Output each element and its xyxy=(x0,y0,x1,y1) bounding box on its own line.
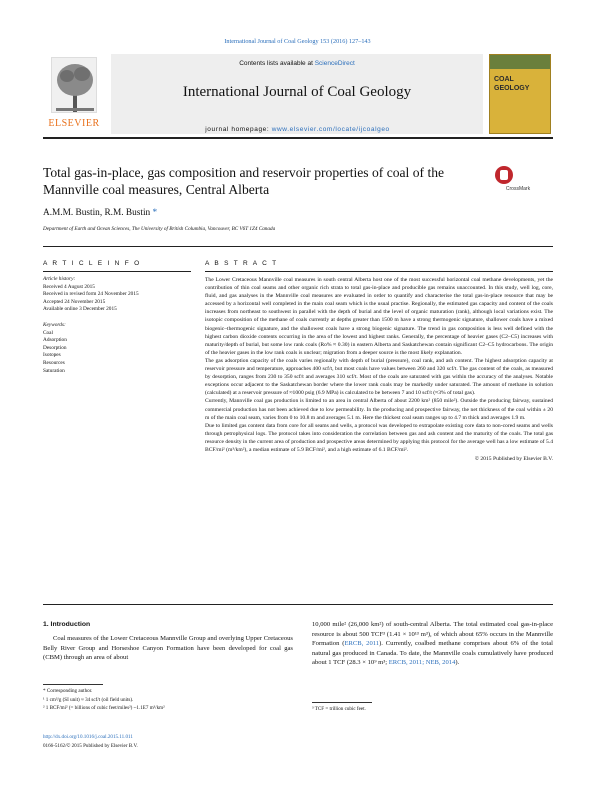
keyword-item[interactable]: Isotopes xyxy=(43,352,61,359)
keywords-label: Keywords: xyxy=(43,321,66,328)
history-label: Article history: xyxy=(43,276,76,282)
cover-band xyxy=(490,55,550,69)
intro-text: ). xyxy=(455,659,460,667)
issn-line: 0166-5162/© 2015 Published by Elsevier B.V. xyxy=(43,742,138,749)
title-line-2: Mannville coal measures, Central Alberta xyxy=(43,182,270,197)
journal-masthead xyxy=(43,54,553,136)
abstract-paragraph: Due to limited gas content data from core for all seams and wells, a protocol was developed to extrapolate existing core data to non-cored seams and wells through petrophysical logs. The protocol takes into consideration the correlation between gas and ash content and the maturity of the coals. The total gas resource density in the current area of production and prospective areas determined by applying this protocol for the average well has a low estimate of 5.4 BCF/mi² (m³/km²), a median estimate of 5.9 BCF/mi², and a high estimate of 6.1 BCF/mi². xyxy=(205,422,553,453)
header-divider xyxy=(43,137,553,139)
abstract-body xyxy=(205,276,553,454)
footnote: ² 1 BCF/mi² (= billions of cubic feet/miles²) ~1.1E7 m³/km² xyxy=(43,705,165,712)
contents-prefix: Contents lists available at xyxy=(239,60,315,67)
footnotes-left xyxy=(43,684,293,713)
crossmark-label: CrossMark xyxy=(505,186,531,192)
footnote-divider xyxy=(43,684,103,685)
abstract-end-divider xyxy=(43,604,553,605)
cover-title: COAL GEOLOGY xyxy=(494,76,530,92)
history-accepted: Accepted 24 November 2015 xyxy=(43,298,106,305)
doi-link[interactable]: http://dx.doi.org/10.1016/j.coal.2015.11.011 xyxy=(43,734,133,740)
keyword-item[interactable]: Coal xyxy=(43,329,54,336)
homepage-line xyxy=(0,126,595,133)
abstract-heading: A B S T R A C T xyxy=(205,260,278,267)
intro-paragraph: Coal measures of the Lower Cretaceous Mannville Group and overlying Upper Cretaceous Belly River Group and Horseshoe Canyon Formation have been developed for coal gas (CBM) through an area of about xyxy=(43,635,293,662)
tree-icon xyxy=(51,57,97,113)
footnotes-right xyxy=(312,702,553,714)
intro-right-column xyxy=(312,620,553,668)
publisher-logo-text: ELSEVIER xyxy=(48,118,100,129)
keyword-item[interactable]: Saturation xyxy=(43,367,65,374)
journal-title[interactable]: International Journal of Coal Geology xyxy=(182,84,412,100)
sciencedirect-link[interactable]: ScienceDirect xyxy=(314,60,355,67)
info-divider xyxy=(43,271,191,272)
keyword-item[interactable]: Desorption xyxy=(43,344,67,351)
footnote-divider xyxy=(312,702,372,703)
citation-link[interactable]: ERCB, 2011; NEB, 2014 xyxy=(388,659,456,667)
title-line-1: Total gas-in-place, gas composition and reservoir properties of coal of the xyxy=(43,165,445,180)
article-info xyxy=(43,260,191,375)
article-info-heading: A R T I C L E I N F O xyxy=(43,260,142,267)
article-history xyxy=(43,276,191,314)
intro-paragraph-continued xyxy=(312,620,553,668)
contents-line xyxy=(111,60,483,67)
homepage-link[interactable]: www.elsevier.com/locate/ijcoalgeo xyxy=(271,126,390,133)
keywords xyxy=(43,322,191,375)
article-title xyxy=(43,164,473,198)
author-list xyxy=(43,208,157,218)
intro-left-column xyxy=(43,634,293,663)
abstract-paragraph: The Lower Cretaceous Mannville coal measures in south central Alberta host one of the most successful horizontal coal methane developments, yet the contribution of thin coal seams and other organic rich strata to total gas-in-place and producible gas remains unaccounted. In this study, well log, core, fluid, and gas analyses in the Mannville coal measures are evaluated in order to quantify and characterise the total gas-in-place resource that may be accessed by a horizontal well completed in the main coal seam which is the usual practise. Regionally, the estimated gas capacity and content of the coals increases from northeast to southwest in parallel with the depth of burial and the level of organic maturation (rank), although local variations exist. The isotopic composition of the methane of coals currently at depths greater than 1500 m have a strong thermogenic signature, shallower coals have a mixed biogenic–thermogenic signature, and the shallowest coals have a strong biogenic signature. The trend in gas composition is less well defined with the highest carbon dioxide contents occurring in the area of the lowest and highest ranks. Generally, the percentage of heavier gases (C2–C5) increases with maturity/depth of burial, but some low rank coals (Ro% ≈ 0.30) in eastern Alberta and Saskatchewan contain significant C2–C5 hydrocarbons. The origin of the heavier gases in the low rank coals is unclear; migration from a deeper source is the most likely explanation. xyxy=(205,277,553,356)
abstract-divider xyxy=(205,271,553,272)
citation-link[interactable]: ERCB, 2011 xyxy=(344,640,380,648)
intro-text: ). Currently, coalbed methane comprises about 6% of the total natural gas produced in Canada. To date, the Mannville coals cumulatively have produced about 1 TCF (28.3 × 10⁹ m³; xyxy=(312,640,553,667)
section-heading: 1. Introduction xyxy=(43,621,91,628)
abstract xyxy=(205,260,553,462)
affiliation: Department of Earth and Ocean Sciences, The University of British Columbia, Vancouver, BC V6T 1Z4 Canada xyxy=(43,226,276,232)
journal-citation[interactable]: International Journal of Coal Geology 153 (2016) 127–143 xyxy=(224,38,371,45)
affiliation-divider xyxy=(43,246,553,247)
masthead-banner xyxy=(111,54,483,134)
history-revised: Received in revised form 24 November 2015 xyxy=(43,291,139,298)
corresponding-author-mark[interactable]: * xyxy=(150,208,158,218)
footnote: * Corresponding author. xyxy=(43,688,93,694)
doi-block xyxy=(43,733,138,750)
footnote: ¹ 1 cm³/g (SI unit) ≈ 34 scf/t (oil field units). xyxy=(43,696,134,703)
crossmark-button[interactable] xyxy=(483,166,553,196)
keyword-item[interactable]: Adsorption xyxy=(43,337,67,344)
abstract-paragraph: The gas adsorption capacity of the coals varies regionally with depth of burial (pressure), coal rank, and ash content. The highest adsorption capacity at reservoir pressure and temperature, approaches 400 scf/t, but most coals have values between 260 and 320 scf/t. The gas content of the coals, as measured by desorption, ranges from 230 to 350 scf/t and averages 310 scf/t. Most of the coals are saturated with gas within the accuracy of the analyses. Notable exceptions occur adjacent to the Saskatchewan border where the lower rank coals may be markedly under saturated. The amount of methane in solution (calculated) at a reservoir pressure of ≈1000 psig (6.9 MPa) is calculated to be between 7 and 10 scf/t (≈3% of total gas). xyxy=(205,357,553,397)
keyword-item[interactable]: Resources xyxy=(43,359,65,366)
copyright-notice: © 2015 Published by Elsevier B.V. xyxy=(474,456,553,463)
publisher-logo[interactable] xyxy=(43,54,105,134)
history-received: Received 4 August 2015 xyxy=(43,283,95,290)
abstract-paragraph: Currently, Mannville coal gas production is limited to an area in central Alberta of about 2200 km² (850 mile²). Outside the producing fairway, sustained commercial production has not been achieved due to low permeability. In the producing and prospective fairway, the net thickness of the coal within ± 20 m of the main coal seam, varies from 0 to 10.8 m and averages 5.1 m. Here the thickest coal seam ranges up to 4.7 m thick and averages 1.9 m. xyxy=(205,398,553,421)
history-online: Available online 3 December 2015 xyxy=(43,306,117,313)
intro-text: 10,000 mile² (26,000 km²) of south-central Alberta. The total estimated coal gas-in-place resource is about 500 TCF³ (1.41 × 10¹³ m³), of which about 65% occurs in the Mannville Formation ( xyxy=(312,621,553,648)
footnote: ³ TCF = trillion cubic feet. xyxy=(312,706,366,712)
journal-cover-thumbnail[interactable] xyxy=(489,54,551,134)
homepage-prefix: journal homepage: xyxy=(205,126,272,133)
authors: A.M.M. Bustin, R.M. Bustin xyxy=(43,208,151,218)
